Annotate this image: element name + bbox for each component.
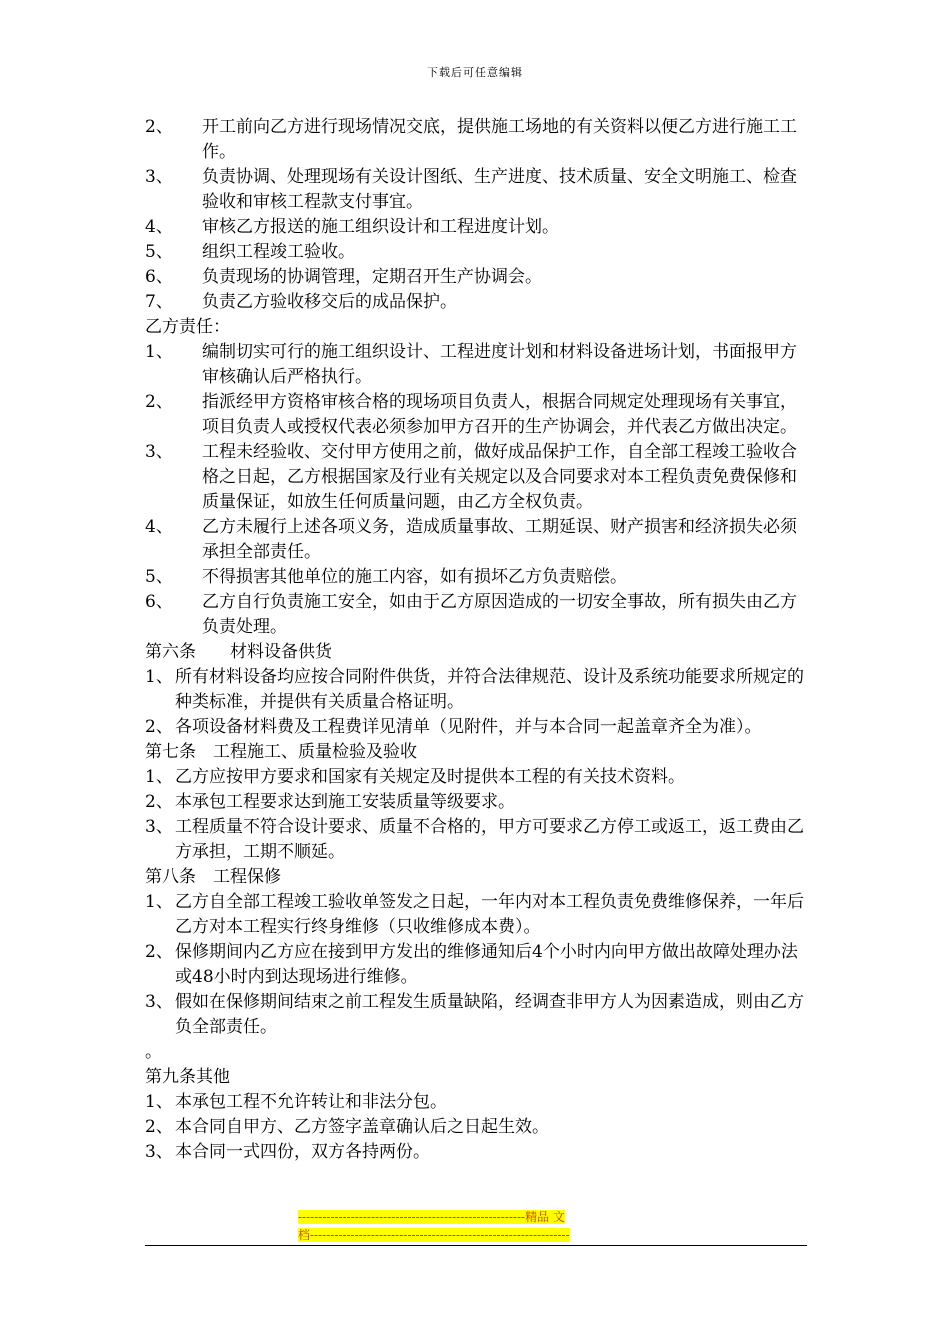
list-item-number: 3、 (145, 1142, 173, 1162)
footer-line-1: --------------------------------------------------------精品 文 (298, 1210, 565, 1224)
list-item-number: 1、 (145, 342, 173, 362)
section-heading (145, 740, 810, 765)
section-heading (145, 640, 810, 665)
list-item-number: 4、 (145, 217, 173, 237)
line-text: 本合同一式四份，双方各持两份。 (175, 1142, 430, 1162)
list-item (145, 290, 810, 315)
line-text: 各项设备材料费及工程费详见清单（见附件，并与本合同一起盖章齐全为准）。 (175, 717, 762, 737)
list-item (145, 990, 810, 1040)
line-text: 所有材料设备均应按合同附件供货，并符合法律规范、设计及系统功能要求所规定的种类标准，并提供有关质量合格证明。 (175, 667, 804, 712)
list-item (145, 215, 810, 240)
list-item (145, 340, 810, 390)
list-item (145, 765, 810, 790)
line-text: 负责乙方验收移交后的成品保护。 (202, 292, 457, 312)
footer-divider (145, 1245, 807, 1246)
paragraph-line (145, 315, 810, 340)
list-item (145, 665, 810, 715)
list-item-number: 7、 (145, 292, 173, 312)
list-item-number: 3、 (145, 442, 173, 462)
line-text: 第六条 材料设备供货 (145, 642, 332, 662)
line-text: 乙方自全部工程竣工验收单签发之日起，一年内对本工程负责免费维修保养，一年后乙方对本工程实行终身维修（只收维修成本费）。 (175, 892, 804, 937)
paragraph-line (145, 1040, 810, 1065)
list-item-number: 1、 (145, 767, 173, 787)
line-text: 组织工程竣工验收。 (202, 242, 355, 262)
list-item (145, 1115, 810, 1140)
line-text: 乙方未履行上述各项义务，造成质量事故、工期延误、财产损害和经济损失必须承担全部责任。 (202, 517, 797, 562)
line-text: 审核乙方报送的施工组织设计和工程进度计划。 (202, 217, 559, 237)
line-text: 第九条其他 (145, 1067, 230, 1087)
list-item-number: 2、 (145, 792, 173, 812)
list-item-number: 1、 (145, 1092, 173, 1112)
list-item-number: 2、 (145, 717, 173, 737)
page-footer (298, 1208, 643, 1244)
line-text: 本承包工程不允许转让和非法分包。 (175, 1092, 447, 1112)
list-item-number: 3、 (145, 992, 173, 1012)
line-text: 负责协调、处理现场有关设计图纸、生产进度、技术质量、安全文明施工、检查验收和审核工程款支付事宜。 (202, 167, 797, 212)
line-text: 。 (145, 1042, 162, 1062)
line-text: 乙方自行负责施工安全，如由于乙方原因造成的一切安全事故，所有损失由乙方负责处理。 (202, 592, 797, 637)
list-item (145, 790, 810, 815)
list-item-number: 2、 (145, 942, 173, 962)
line-text: 乙方责任： (145, 317, 230, 337)
list-item-number: 6、 (145, 267, 173, 287)
list-item-number: 5、 (145, 242, 173, 262)
line-text: 第七条 工程施工、质量检验及验收 (145, 742, 417, 762)
list-item (145, 440, 810, 515)
list-item (145, 590, 810, 640)
line-text: 编制切实可行的施工组织设计、工程进度计划和材料设备进场计划，书面报甲方审核确认后严格执行。 (202, 342, 797, 387)
list-item-number: 3、 (145, 817, 173, 837)
list-item-number: 3、 (145, 167, 173, 187)
line-text: 开工前向乙方进行现场情况交底，提供施工场地的有关资料以便乙方进行施工工作。 (202, 117, 797, 162)
list-item (145, 890, 810, 940)
list-item-number: 2、 (145, 117, 173, 137)
list-item (145, 1140, 810, 1165)
list-item-number: 1、 (145, 892, 173, 912)
list-item-number: 1、 (145, 667, 173, 687)
list-item (145, 940, 810, 990)
line-text: 指派经甲方资格审核合格的现场项目负责人，根据合同规定处理现场有关事宜，项目负责人或授权代表必须参加甲方召开的生产协调会，并代表乙方做出决定。 (202, 392, 797, 437)
list-item-number: 6、 (145, 592, 173, 612)
line-text: 不得损害其他单位的施工内容，如有损坏乙方负责赔偿。 (202, 567, 627, 587)
list-item (145, 115, 810, 165)
list-item-number: 2、 (145, 1117, 173, 1137)
line-text: 负责现场的协调管理，定期召开生产协调会。 (202, 267, 542, 287)
line-text: 第八条 工程保修 (145, 867, 281, 887)
list-item (145, 165, 810, 215)
list-item (145, 1090, 810, 1115)
line-text: 本承包工程要求达到施工安装质量等级要求。 (175, 792, 515, 812)
line-text: 工程质量不符合设计要求、质量不合格的，甲方可要求乙方停工或返工，返工费由乙方承担，工期不顺延。 (175, 817, 804, 862)
list-item (145, 565, 810, 590)
list-item-number: 2、 (145, 392, 173, 412)
list-item (145, 515, 810, 565)
list-item (145, 240, 810, 265)
line-text: 假如在保修期间结束之前工程发生质量缺陷，经调查非甲方人为因素造成，则由乙方负全部责任。 (175, 992, 804, 1037)
list-item (145, 265, 810, 290)
document-body (145, 115, 810, 1165)
line-text: 工程未经验收、交付甲方使用之前，做好成品保护工作，自全部工程竣工验收合格之日起，乙方根据国家及行业有关规定以及合同要求对本工程负责免费保修和质量保证，如放生任何质量问题，由乙方全权负责。 (202, 442, 797, 512)
list-item (145, 715, 810, 740)
list-item-number: 4、 (145, 517, 173, 537)
footer-line-2: 档---------------------------------------------------------------- (298, 1228, 570, 1242)
page-header-note: 下载后可任意编辑 (427, 66, 523, 79)
list-item (145, 390, 810, 440)
section-heading (145, 865, 810, 890)
list-item (145, 815, 810, 865)
line-text: 保修期间内乙方应在接到甲方发出的维修通知后4个小时内向甲方做出故障处理办法或48小时内到达现场进行维修。 (175, 942, 798, 987)
list-item-number: 5、 (145, 567, 173, 587)
line-text: 本合同自甲方、乙方签字盖章确认后之日起生效。 (175, 1117, 549, 1137)
line-text: 乙方应按甲方要求和国家有关规定及时提供本工程的有关技术资料。 (175, 767, 685, 787)
section-heading (145, 1065, 810, 1090)
